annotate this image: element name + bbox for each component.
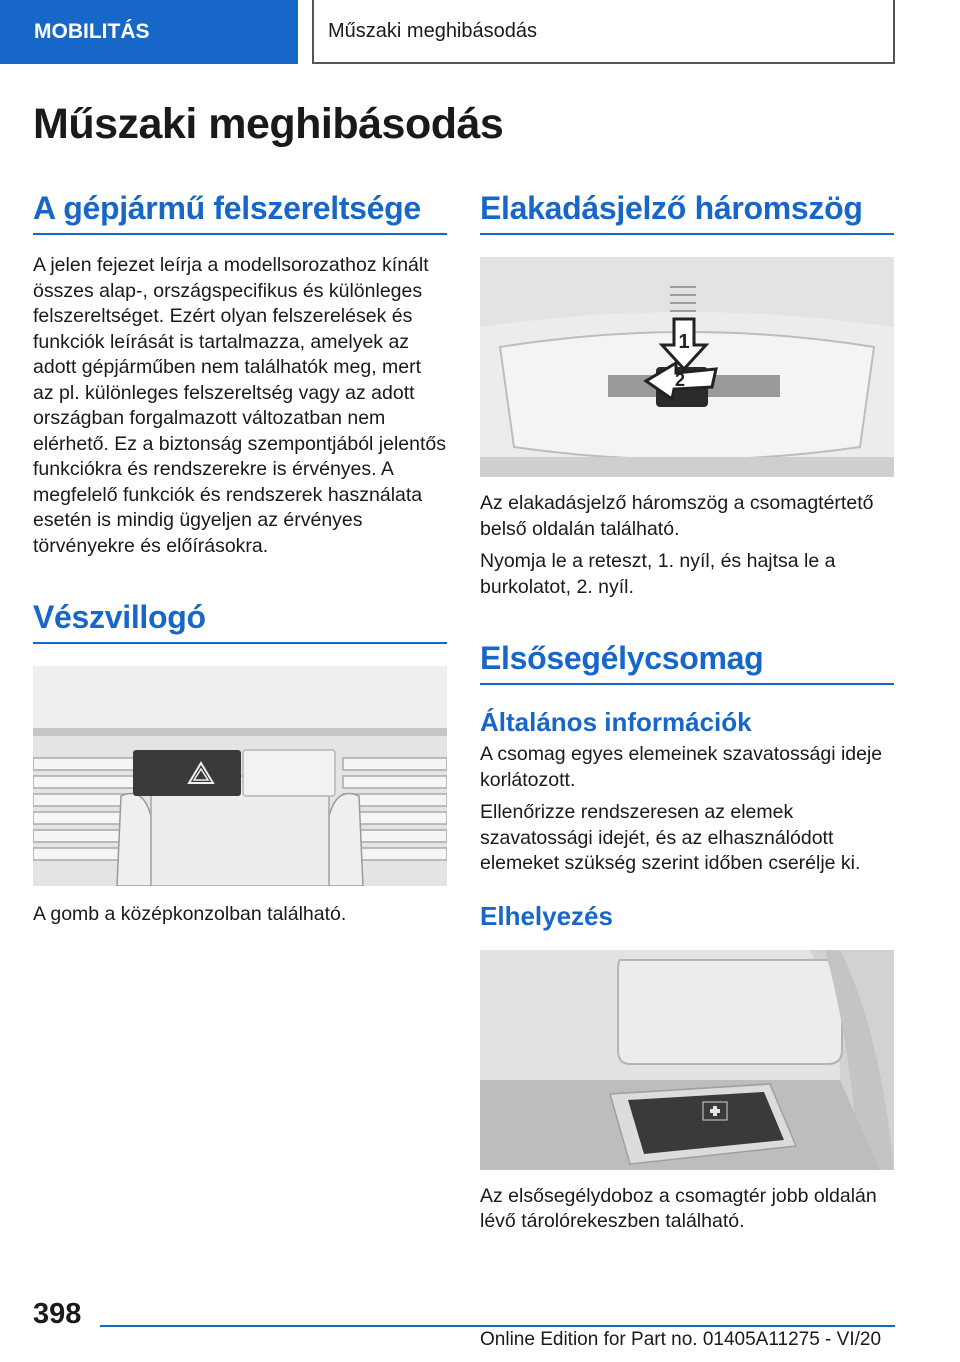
section-tab: MOBILITÁS bbox=[0, 0, 298, 64]
edition-note: Online Edition for Part no. 01405A11275 - VI/20 bbox=[480, 1329, 882, 1350]
footer-divider bbox=[100, 1325, 895, 1327]
triangle-caption-2: Nyomja le a reteszt, 1. nyíl, és hajtsa le a burkolatot, 2. nyíl. bbox=[480, 550, 836, 598]
hazard-heading: Vészvillogó bbox=[33, 599, 447, 644]
breadcrumb: Műszaki meghibásodás bbox=[312, 0, 895, 64]
triangle-heading: Elakadásjelző háromszög bbox=[480, 190, 894, 235]
location-caption: Az elsősegélydoboz a csomagtér jobb oldalán lévő tárolórekeszben található. bbox=[480, 1184, 877, 1232]
firstaid-heading: Elsősegélycsomag bbox=[480, 640, 894, 685]
triangle-location-image bbox=[480, 257, 894, 477]
equipment-heading: A gépjármű felszereltsége bbox=[33, 190, 447, 235]
equipment-body: A jelen fejezet leírja a modellsorozathoz kínált összes alap-, országspecifikus és különleges felszereltséget. Ezért olyan felszerelések és funkciók leírását is tartalmazza, amelyek az adott gépjárműben nem találhatók meg, mert az pl. különleges felszereltség vagy az adott országban forgalmazott változatban nem elérhető. Ez a biztonság szempontjából jelentős funkciókra és rendszerekre is érvényes. A megfelelő funkciók és rendszerek használata esetén is mindig ügyeljen az érvényes törvényekre és előírásokra. bbox=[33, 254, 447, 557]
hazard-caption: A gomb a középkonzolban található. bbox=[33, 903, 347, 925]
hazard-button-image bbox=[33, 666, 447, 886]
left-column bbox=[33, 190, 447, 928]
triangle-caption-1: Az elakadásjelző háromszög a csomagtértető belső oldalán található. bbox=[480, 492, 874, 540]
arrow-label-2: 2 bbox=[674, 370, 686, 390]
firstaid-location-image bbox=[480, 950, 894, 1170]
location-heading: Elhelyezés bbox=[480, 900, 613, 931]
general-info-heading: Általános információk bbox=[480, 707, 752, 737]
arrow-label-1: 1 bbox=[678, 331, 690, 353]
page-title: Műszaki meghibásodás bbox=[33, 100, 504, 148]
general-info-p1: A csomag egyes elemeinek szavatossági ideje korlátozott. bbox=[480, 743, 883, 791]
general-info-p2: Ellenőrizze rendszeresen az elemek szavatossági idejét, és az elhasználódott elemeket szükség szerint időben cserélje ki. bbox=[480, 801, 861, 874]
page-number: 398 bbox=[33, 1298, 82, 1330]
right-column bbox=[480, 190, 894, 1235]
